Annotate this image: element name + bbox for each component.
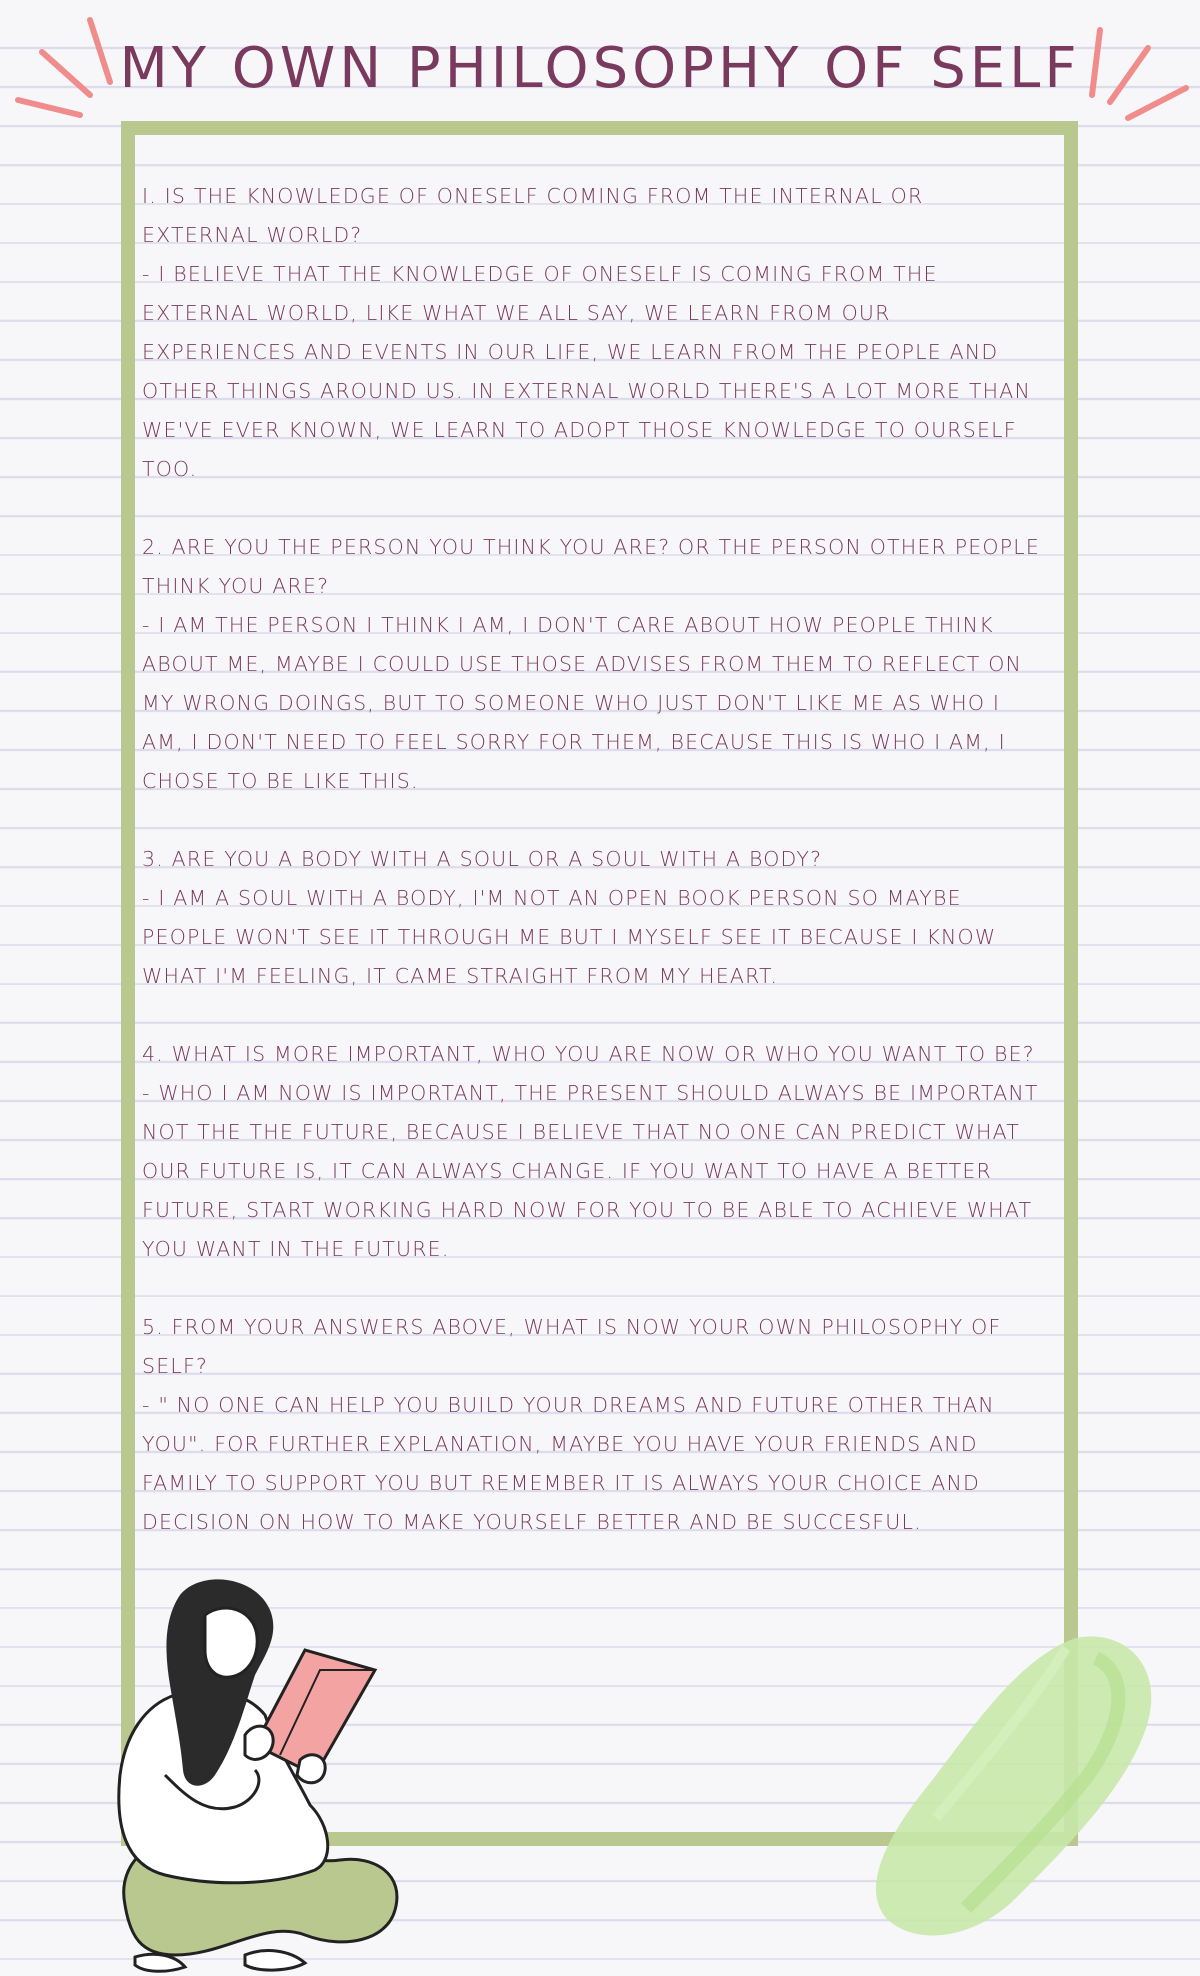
paint-brush-stroke-icon <box>866 1618 1166 1948</box>
qa-item-2 <box>142 528 1047 801</box>
page-title: MY OWN PHILOSOPHY OF SELF <box>119 36 1081 101</box>
answer-2: - I AM THE PERSON I THINK I AM, I DON'T CARE ABOUT HOW PEOPLE THINK ABOUT ME, MAYBE I COULD USE THOSE ADVISES FROM THEM TO REFLECT ON MY WRONG DOINGS, BUT TO SOMEONE WHO JUST DON'T LIKE ME AS WHO I AM, I DON'T NEED TO FEEL SORRY FOR THEM, BECAUSE THIS IS WHO I AM, I CHOSE TO BE LIKE THIS. <box>142 613 1023 793</box>
question-3: 3. ARE YOU A BODY WITH A SOUL OR A SOUL WITH A BODY? <box>142 847 823 871</box>
question-5: 5. FROM YOUR ANSWERS ABOVE, WHAT IS NOW YOUR OWN PHILOSOPHY OF SELF? <box>142 1315 1002 1378</box>
qa-list <box>142 177 1047 1581</box>
answer-4: - WHO I AM NOW IS IMPORTANT, THE PRESENT SHOULD ALWAYS BE IMPORTANT NOT THE THE FUTURE, BECAUSE I BELIEVE THAT NO ONE CAN PREDICT WHAT OUR FUTURE IS, IT CAN ALWAYS CHANGE. IF YOU WANT TO HAVE A BETTER FUTURE, START WORKING HARD NOW FOR YOU TO BE ABLE TO ACHIEVE WHAT YOU WANT IN THE FUTURE. <box>142 1081 1039 1261</box>
qa-item-4 <box>142 1035 1047 1269</box>
girl-reading-book-illustration <box>105 1575 465 1975</box>
rays-right-icon <box>1070 0 1200 130</box>
qa-item-1 <box>142 177 1047 489</box>
answer-5: - " NO ONE CAN HELP YOU BUILD YOUR DREAMS AND FUTURE OTHER THAN YOU". FOR FURTHER EXPLANATION, MAYBE YOU HAVE YOUR FRIENDS AND FAMILY TO SUPPORT YOU BUT REMEMBER IT IS ALWAYS YOUR CHOICE AND DECISION ON HOW TO MAKE YOURSELF BETTER AND BE SUCCESFUL. <box>142 1393 995 1534</box>
qa-item-5 <box>142 1308 1047 1542</box>
qa-item-3 <box>142 840 1047 996</box>
question-2: 2. ARE YOU THE PERSON YOU THINK YOU ARE? OR THE PERSON OTHER PEOPLE THINK YOU ARE? <box>142 535 1041 598</box>
answer-3: - I AM A SOUL WITH A BODY, I'M NOT AN OPEN BOOK PERSON SO MAYBE PEOPLE WON'T SEE IT THROUGH ME BUT I MYSELF SEE IT BECAUSE I KNOW WHAT I'M FEELING, IT CAME STRAIGHT FROM MY HEART. <box>142 886 997 988</box>
answer-1: - I BELIEVE THAT THE KNOWLEDGE OF ONESELF IS COMING FROM THE EXTERNAL WORLD, LIKE WHAT WE ALL SAY, WE LEARN FROM OUR EXPERIENCES AND EVENTS IN OUR LIFE, WE LEARN FROM THE PEOPLE AND OTHER THINGS AROUND US. IN EXTERNAL WORLD THERE'S A LOT MORE THAN WE'VE EVER KNOWN, WE LEARN TO ADOPT THOSE KNOWLEDGE TO OURSELF TOO. <box>142 262 1032 481</box>
question-1: I. IS THE KNOWLEDGE OF ONESELF COMING FROM THE INTERNAL OR EXTERNAL WORLD? <box>142 184 924 247</box>
question-4: 4. WHAT IS MORE IMPORTANT, WHO YOU ARE NOW OR WHO YOU WANT TO BE? <box>142 1042 1035 1066</box>
